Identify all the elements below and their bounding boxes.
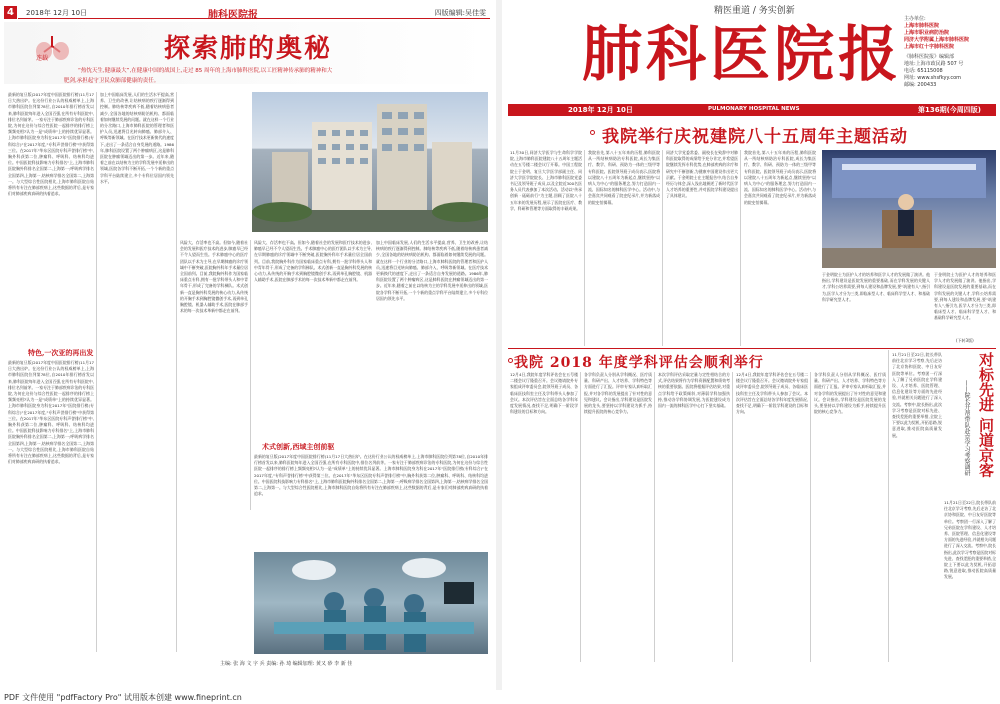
side-story-text: 11月21日至22日,院长带队前往北京学习考察,先后走访了北京协和医院、中日友好医院等单位。考察团一行深入了解了兄弟医院在学科建设、人才培养、医院管理、信息化建设等方面的先进经验,并就相关问题进行了深入交流。考察中,院长指出,此次学习考察是医院对标先进、查找差距的重要举措,全院上下要以此为契机,开拓思路,锐意进取,推动医院高质量发展。 [892, 352, 942, 438]
left-header-bar [18, 6, 490, 19]
story1-col4: 我院首先,第八十五年来的历程,肺科医院从一所结核病防治专科医院,成长为集医疗、教学、科研、预防为一体的三级甲等专科医院。医院领导班子成员表示,医院将以建院八十五周年为新起点,继续坚持"以病人为中心"的服务理念,努力打造国内一流、国际知名的肺科医学中心。活动中,与会嘉宾共同观看了院史纪录片,并为新落成的院史馆揭幕。 [744, 150, 816, 205]
side-headline: 对标先进 问道京客 [977, 352, 995, 478]
date-bar-issue: 第136期(今周四版) [918, 106, 982, 114]
photo-caption-1b: 于金明院士为医护人才的培养和医学人才的发展做了演讲。他指出,学科建设是医院发展的重要基础,而在学科发展的关键人才,学科公培养需要,到每人建设和品牌发展,要"筑建有人",指引为,医学人才分为三类,即临床型人才、临床科学型人才、和基础科学研究型人才。 [934, 272, 996, 321]
photo-caption-2: (下转3版) [956, 338, 974, 343]
svg-text:连载: 连载 [36, 55, 49, 62]
left-col4-text: 风险大、存活率也不高。但如今,随着社会的发展和医疗技术的进步,肺癌早已经不令人望而生畏。手术肺癌中心的医疗团队以手术为主导,在早期肺癌的诊疗领域中不断突破,医院胸外科年手术量位居全国前列。目前,我院胸外科作为国家临床重点专科,拥有一批学科带头人和中青年骨干,形成了完备的学科梯队。术式创新一直是胸外科发展的核心动力,从传统的开胸手术到胸腔镜微创手术,再到单孔胸腔镜、机器人辅助手术,医院在肺部手术的每一次技术革新中都走在前列。 [254, 240, 372, 283]
side-story-text-2: 11月21日至22日,院长带队前往北京学习考察,先后走访了北京协和医院、中日友好医院等单位。考察团一行深入了解了兄弟医院在学科建设、人才培养、医院管理、信息化建设等方面的先进经验,并就相关问题进行了深入交流。考察中,院长指出,此次学习考察是医院对标先进、查找差距的重要举措,全院上下要以此为契机,开拓思路,锐意进取,推动医院高质量发展。 [944, 500, 996, 580]
headline-anniversary: 我院举行庆祝建院八十五周年主题活动 [602, 127, 908, 147]
headline-assessment: 我院 2018 年度学科评估会顺利举行 [514, 355, 764, 371]
story1-col2: 我院首先,第八十五年来的历程,肺科医院从一所结核病防治专科医院,成长为集医疗、教学、科研、预防为一体的三级甲等专科医院。医院领导班子成员表示,医院将以建院八十五周年为新起点,继续坚持"以病人为中心"的服务理念,努力打造国内一流、国际知名的肺科医学中心。活动中,与会嘉宾共同观看了院史纪录片,并为新落成的院史馆揭幕。 [588, 150, 660, 205]
sub-heading-special: 特色,一次亚的再出发 [28, 348, 94, 357]
story1-col1: 11月30日,同济大学医学与生命科学学院院,上海市肺科医院建院八十五周年主题活动在五号楼二楼会议厅开幕。中国工程院院士于金明、复旦大学医学部副主任、同济大学医学院院长、上海市肺科医院党委书记及领导班子成员,以及全院近300名医务人员代表参加了本次活动。活动以"传承创新 · 砥砺前行"为主题,回顾了医院八十五年来的发展历程,展示了医院在医疗、教学、科研和管理等方面取得的丰硕成果。 [510, 150, 582, 211]
left-col5-text: 加上中国临床发展,人们的生活水平提高,营养、卫生的改善,让结核病的疾行逐渐得到控制。肺结核等疾病不低,随着结核病患者减少,全国各地的结核病防治机构、都面临着如何继续发展的问题。就在这样一个行业的分岔路口,上海市肺科医院的管理者和医护人员,迅速将目光转向肺癌、肺部介入、呼吸等新领域。在医疗技术更新换代的速度下,走出了一条适合自身发展的道路。1986年,肺科医院设置了两个肿瘤病区,这是肺科医院在肿瘤领域迈出的第一步。近年来,随着之前在以结核为主的学科发展中延伸出的领域,医院各学科不断开拓,一个个新的重点学科平台陆续建立,多个专科位居国内领先水平。 [376, 240, 488, 301]
left-col2-text: 加上中国临床发展,人们的生活水平提高,营养、卫生的改善,让结核病的疾行逐渐得到控制。肺结核等疾病不低,随着结核病患者减少,全国各地的结核病防治机构、都面临着如何继续发展的问题。就在这样一个行业的分岔路口,上海市肺科医院的管理者和医护人员,迅速将目光转向肺癌、肺部介入、呼吸等新领域。在医疗技术更新换代的速度下,走出了一条适合自身发展的道路。1986年,肺科医院设置了两个肿瘤病区,这是肺科医院在肿瘤领域迈出的第一步。近年来,随着之前在以结核为主的学科发展中延伸出的领域,医院各学科不断开拓,一个个新的重点学科平台陆续建立,多个专科位居国内领先水平。 [100, 92, 174, 184]
sponsor-3: 上海市红十字肺科医院 [904, 44, 955, 50]
info-2: 电话: 65115008 [904, 68, 943, 74]
page-gutter [496, 0, 502, 690]
feature-lead-2: 肥剑,承担起守卫民众肺部健康的责任。 [64, 78, 160, 84]
masthead-info-box [904, 16, 996, 98]
left-header-masthead: 肺科医院报 [208, 10, 258, 21]
story2-col3: 本次学科评估采取定量与定性相结合的方式,评估结果将作为学科资源配置和绩效考核的重要依据。医院将根据评估结果,对重点学科给予政策倾斜,对薄弱学科加强扶持,推动各学科协调发展,为医院建设成为国内一流的肺科医学中心打下坚实基础。 [658, 372, 730, 409]
date-bar [508, 104, 996, 116]
sponsor-list [904, 23, 996, 51]
lung-logo-icon [34, 32, 74, 62]
date-bar-date: 2018年 12月 10日 [568, 106, 633, 114]
info-1: 地址:上海市政民路 507 号 [904, 61, 964, 67]
story2-col2: 各学科负责人分别从学科概况、医疗质量、科研产出、人才培养、学科特色等方面进行了汇报。评审专家认真听取汇报,并对各学科的发展提出了针对性的意见和建议。会议指出,学科建设是医院发展的龙头,要坚持以学科建设为抓手,持续提升医院的核心竞争力。 [584, 372, 652, 415]
side-subheadline: ——院长开帮带队赴京学习考察调研 [963, 380, 970, 476]
info-4: 邮编: 200433 [904, 82, 937, 88]
top-banner: 精医重道 / 务实创新 [714, 6, 795, 16]
pdf-watermark: PDF 文件使用 "pdfFactory Pro" 试用版本创建 www.fineprint.cn [4, 693, 242, 702]
photo-caption-1: 于金明院士为医护人才的培养和医学人才的发展做了演讲。他指出,学科建设是医院发展的重要基础,而在学科发展的关键人才,学科公培养需要,到每人建设和品牌发展,要"筑建有人",指引为,医学人才分为三类,即临床型人才、临床科学型人才、和基础科学研究型人才。 [822, 272, 930, 302]
left-footer-credits: 主编: 张 海 文 字 兵 责编: 孙 琦 编辑加理: 黄又 砂 李 新 佳 [220, 661, 353, 667]
sponsor-2: 同济大学附属上海市肺科医院 [904, 37, 970, 43]
sponsor-label: 主办单位: [904, 16, 926, 22]
feature-lead-1: “热忱天生,健康最大”,在健康中国的战国上,走过 85 周年的上海市肺科医院,以工匠精神传承肺的精神和大 [78, 68, 333, 74]
left-header-section: 四版编辑:吴佳雯 [434, 9, 486, 17]
right-page [504, 0, 1000, 690]
date-bar-english: PULMONARY HOSPITAL NEWS [708, 106, 800, 112]
surgery-photo [254, 552, 488, 654]
hospital-building-photo [252, 92, 488, 232]
story2-col1: 12月4日,我院年度学科评估会在五号楼二楼会议厅隆重召开。会议邀请院外专家组成评审委员会,院领导班子成员、各临床医技科室主任及学科带头人参加了会议。本次评估旨在全面总结各学科年度发展情况,查找不足,明确下一阶段学科建设的目标和方向。 [510, 372, 578, 415]
feature-title: 探索肺的奥秘 [164, 34, 333, 64]
sponsor-1: 上海市职业病防治院 [904, 30, 950, 36]
story2-col4: 12月4日,我院年度学科评估会在五号楼二楼会议厅隆重召开。会议邀请院外专家组成评审委员会,院领导班子成员、各临床医技科室主任及学科带头人参加了会议。本次评估旨在全面总结各学科年度发展情况,查找不足,明确下一阶段学科建设的目标和方向。 [736, 372, 808, 415]
info-3: 网址: www.shsfkyy.com [904, 75, 962, 81]
speaker-photo [822, 150, 996, 268]
sponsor-0: 上海市肺科医院 [904, 23, 940, 29]
left-col1-text: 最新的复旦版(2017年度中国医院排行榜)11月17日大热出炉。在这份行业公认的权威榜单上,上海市肺科医院位列第78位,自2010年排行榜首发以来,肺科医院每年进入全国百强,在所有专科医院中,排位名列前茅。一家专注于肺部疾病诊治的专科医院,为何在这份与综合性医院一起排序的排行榜上频频亮相?认为一是"成绩单"上的持续优异显著。上海市肺科医院身为科在2017年"医院排行榜(专科综合)"在2017年度,"专科声誉排行榜"中获得第三位。在2017年"华东区医院专科声誉排行榜"中,胸外科获第二位,肿瘤科、呼吸科、结核科均进位。中国医院科技影响力专科排名"上,上海市肺科医院胸外科排名全国第二,上海第一;呼吸病学排名全国第四,上海第一,结核病学排名全国第二,上海第一。与大型综合性医院相比,上海市肺科医院自始将所有专注在肺部疾病上,这些数据的背后,是专家们对肺部疾病真研的执着追求。 [8, 92, 94, 197]
sub-heading-surgery: 术式创新,西域主创前驱 [262, 442, 335, 451]
feature-header [4, 22, 490, 84]
left-header-date: 2018年 12月 10日 [26, 9, 88, 17]
left-page [0, 0, 494, 690]
masthead: 肺科医院报 [582, 20, 902, 90]
story1-col3: 同济大学党委常委、副校长在致辞中对肺科医院取得的成绩给予充分肯定,并希望医院继续发挥专科优势,在肺部疾病的诊疗和研究中不断创新,为健康中国建设作出更大贡献。于金明院士在主题报告中,结合自身经历与体会,深入浅出地阐述了新时代医学人才培养的重要性,并对医院学科建设提出了具体建议。 [666, 150, 738, 199]
left-col1-text-2: 最新的复旦版(2017年度中国医院排行榜)11月17日大热出炉。在这份行业公认的权威榜单上,上海市肺科医院位列第78位,自2010年排行榜首发以来,肺科医院每年进入全国百强,在所有专科医院中,排位名列前茅。一家专注于肺部疾病诊治的专科医院,为何在这份与综合性医院一起排序的排行榜上频频亮相?认为一是"成绩单"上的持续优异显著。上海市肺科医院身为科在2017年"医院排行榜(专科综合)"在2017年度,"专科声誉排行榜"中获得第三位。在2017年"华东区医院专科声誉排行榜"中,胸外科获第二位,肿瘤科、呼吸科、结核科均进位。中国医院科技影响力专科排名"上,上海市肺科医院胸外科排名全国第二,上海第一;呼吸病学排名全国第四,上海第一,结核病学排名全国第二,上海第一。与大型综合性医院相比,上海市肺科医院自始将所有专注在肺部疾病上,这些数据的背后,是专家们对肺部疾病真研的执着追求。 [8, 360, 94, 465]
page-number-badge: 4 [4, 6, 17, 19]
left-col4-text-2: 最新的复旦版(2017年度中国医院排行榜)11月17日大热出炉。在这份行业公认的权威榜单上,上海市肺科医院位列第78位,自2010年排行榜首发以来,肺科医院每年进入全国百强,在所有专科医院中,排位名列前茅。一家专注于肺部疾病诊治的专科医院,为何在这份与综合性医院一起排序的排行榜上频频亮相?认为一是"成绩单"上的持续优异显著。上海市肺科医院身为科在2017年"医院排行榜(专科综合)"在2017年度,"专科声誉排行榜"中获得第三位。在2017年"华东区医院专科声誉排行榜"中,胸外科获第二位,肿瘤科、呼吸科、结核科均进位。中国医院科技影响力专科排名"上,上海市肺科医院胸外科排名全国第二,上海第一;呼吸病学排名全国第四,上海第一,结核病学排名全国第二,上海第一。与大型综合性医院相比,上海市肺科医院自始将所有专注在肺部疾病上,这些数据的背后,是专家们对肺部疾病真研的执着追求。 [254, 454, 488, 497]
story2-col5: 各学科负责人分别从学科概况、医疗质量、科研产出、人才培养、学科特色等方面进行了汇报。评审专家认真听取汇报,并对各学科的发展提出了针对性的意见和建议。会议指出,学科建设是医院发展的龙头,要坚持以学科建设为抓手,持续提升医院的核心竞争力。 [814, 372, 886, 415]
left-col3-text: 风险大、存活率也不高。但如今,随着社会的发展和医疗技术的进步,肺癌早已经不令人望而生畏。手术肺癌中心的医疗团队以手术为主导,在早期肺癌的诊疗领域中不断突破,医院胸外科年手术量位居全国前列。目前,我院胸外科作为国家临床重点专科,拥有一批学科带头人和中青年骨干,形成了完备的学科梯队。术式创新一直是胸外科发展的核心动力,从传统的开胸手术到胸腔镜微创手术,再到单孔胸腔镜、机器人辅助手术,医院在肺部手术的每一次技术革新中都走在前列。 [180, 240, 248, 314]
info-0: 《肺科医院报》编辑部 [904, 54, 955, 60]
